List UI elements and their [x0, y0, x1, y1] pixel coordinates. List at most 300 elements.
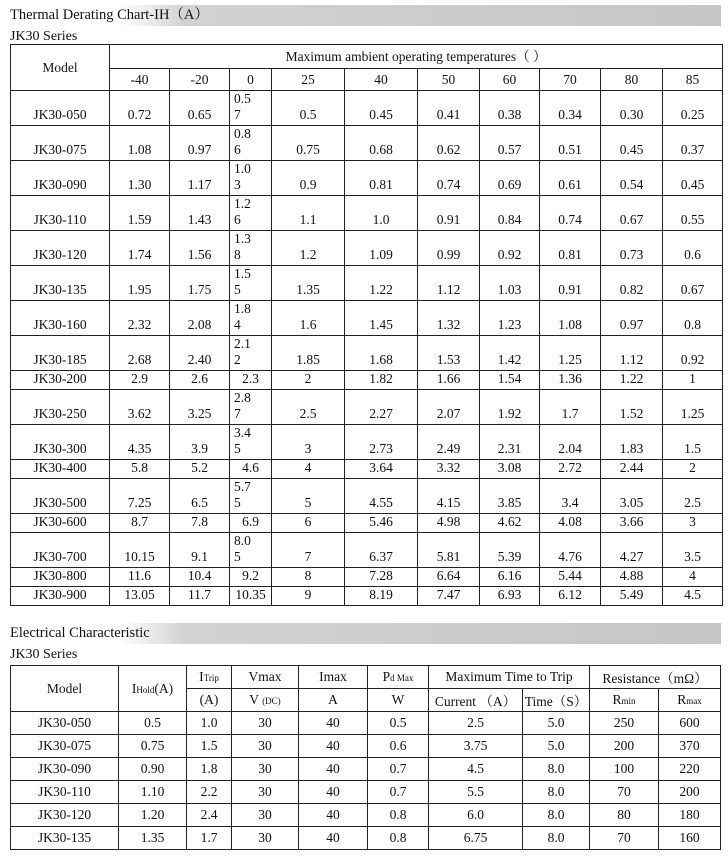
- table-row: [11, 533, 723, 568]
- value-cell: 1.5 5: [230, 266, 272, 301]
- value-cell: 2.2: [187, 781, 232, 804]
- value-cell: 5.8: [110, 460, 170, 479]
- el-current-header: Current （A）: [429, 689, 523, 712]
- thermal-series-label: JK30 Series: [10, 29, 78, 44]
- electrical-characteristic-table: [10, 665, 721, 850]
- value-cell: 1.0: [345, 196, 418, 231]
- value-cell: 0.82: [601, 266, 663, 301]
- model-cell: JK30-110: [11, 781, 119, 804]
- value-cell: 1.45: [345, 301, 418, 336]
- value-cell: 0.5: [368, 712, 429, 735]
- model-cell: JK30-090: [11, 161, 110, 196]
- value-cell: 2.49: [418, 425, 480, 460]
- value-cell: 0.8: [663, 301, 723, 336]
- value-cell: 200: [659, 781, 721, 804]
- model-cell: JK30-900: [11, 587, 110, 606]
- value-cell: 10.15: [110, 533, 170, 568]
- value-cell: 0.7: [368, 781, 429, 804]
- value-cell: 3.9: [170, 425, 230, 460]
- value-cell: 2.5: [272, 390, 345, 425]
- value-cell: 0.62: [418, 126, 480, 161]
- value-cell: 3.05: [601, 479, 663, 514]
- value-cell: 2.5: [663, 479, 723, 514]
- value-cell: 1.68: [345, 336, 418, 371]
- value-cell: 1.5: [187, 735, 232, 758]
- value-cell: 2.5: [429, 712, 523, 735]
- value-cell: 2.07: [418, 390, 480, 425]
- value-cell: 5.0: [523, 712, 590, 735]
- value-cell: 1.75: [170, 266, 230, 301]
- model-cell: JK30-300: [11, 425, 110, 460]
- model-cell: JK30-075: [11, 126, 110, 161]
- value-cell: 0.74: [540, 196, 601, 231]
- value-cell: 40: [299, 827, 368, 850]
- value-cell: 3.66: [601, 514, 663, 533]
- model-cell: JK30-135: [11, 827, 119, 850]
- value-cell: 4.5: [429, 758, 523, 781]
- table-row: [11, 231, 723, 266]
- table-row: [11, 758, 721, 781]
- value-cell: 1.43: [170, 196, 230, 231]
- value-cell: 2.44: [601, 460, 663, 479]
- value-cell: 3.62: [110, 390, 170, 425]
- table-row: [11, 827, 721, 850]
- value-cell: 0.55: [663, 196, 723, 231]
- value-cell: 3: [272, 425, 345, 460]
- value-cell: 2.6: [170, 371, 230, 390]
- el-resistance-group-header: Resistance（mΩ）: [590, 666, 721, 689]
- value-cell: 1.85: [272, 336, 345, 371]
- value-cell: 3.25: [170, 390, 230, 425]
- el-vmax-unit: V (DC): [232, 689, 299, 712]
- value-cell: 8.19: [345, 587, 418, 606]
- model-cell: JK30-090: [11, 758, 119, 781]
- value-cell: 1: [663, 371, 723, 390]
- model-cell: JK30-600: [11, 514, 110, 533]
- value-cell: 0.57: [480, 126, 540, 161]
- table-row: [11, 735, 721, 758]
- value-cell: 4.76: [540, 533, 601, 568]
- value-cell: 7.28: [345, 568, 418, 587]
- model-cell: JK30-135: [11, 266, 110, 301]
- value-cell: 1.12: [418, 266, 480, 301]
- value-cell: 7.25: [110, 479, 170, 514]
- value-cell: 6.12: [540, 587, 601, 606]
- value-cell: 4: [272, 460, 345, 479]
- value-cell: 0.41: [418, 91, 480, 126]
- value-cell: 4.27: [601, 533, 663, 568]
- value-cell: 1.54: [480, 371, 540, 390]
- value-cell: 8.0: [523, 758, 590, 781]
- value-cell: 1.82: [345, 371, 418, 390]
- value-cell: 3.85: [480, 479, 540, 514]
- value-cell: 3.64: [345, 460, 418, 479]
- value-cell: 4.5: [663, 587, 723, 606]
- value-cell: 30: [232, 781, 299, 804]
- value-cell: 8.0: [523, 781, 590, 804]
- value-cell: 1.08: [540, 301, 601, 336]
- value-cell: 1.1: [272, 196, 345, 231]
- value-cell: 370: [659, 735, 721, 758]
- value-cell: 6.5: [170, 479, 230, 514]
- value-cell: 6.37: [345, 533, 418, 568]
- value-cell: 1.10: [119, 781, 187, 804]
- value-cell: 1.56: [170, 231, 230, 266]
- value-cell: 1.20: [119, 804, 187, 827]
- value-cell: 30: [232, 712, 299, 735]
- table-row: [11, 568, 723, 587]
- value-cell: 1.53: [418, 336, 480, 371]
- value-cell: 3.08: [480, 460, 540, 479]
- value-cell: 0.34: [540, 91, 601, 126]
- value-cell: 0.7: [368, 758, 429, 781]
- value-cell: 3: [663, 514, 723, 533]
- el-trip-group-header: Maximum Time to Trip: [429, 666, 590, 689]
- value-cell: 0.81: [540, 231, 601, 266]
- model-cell: JK30-110: [11, 196, 110, 231]
- value-cell: 1.08: [110, 126, 170, 161]
- value-cell: 6.93: [480, 587, 540, 606]
- value-cell: 0.9: [272, 161, 345, 196]
- value-cell: 1.2 6: [230, 196, 272, 231]
- model-cell: JK30-700: [11, 533, 110, 568]
- table-row: [11, 712, 721, 735]
- value-cell: 1.30: [110, 161, 170, 196]
- value-cell: 0.38: [480, 91, 540, 126]
- value-cell: 0.45: [663, 161, 723, 196]
- value-cell: 9.1: [170, 533, 230, 568]
- value-cell: 1.59: [110, 196, 170, 231]
- model-cell: JK30-160: [11, 301, 110, 336]
- value-cell: 0.51: [540, 126, 601, 161]
- thermal-section-title: Thermal Derating Chart-IH（A）: [10, 7, 209, 23]
- temperature-header-cell: 60: [480, 69, 540, 91]
- value-cell: 1.92: [480, 390, 540, 425]
- table-row: [11, 91, 723, 126]
- value-cell: 8.7: [110, 514, 170, 533]
- value-cell: 11.7: [170, 587, 230, 606]
- value-cell: 70: [590, 781, 659, 804]
- model-cell: JK30-800: [11, 568, 110, 587]
- value-cell: 3.5: [663, 533, 723, 568]
- value-cell: 1.74: [110, 231, 170, 266]
- table-row: [11, 161, 723, 196]
- table-row: [11, 781, 721, 804]
- temperature-header-cell: 25: [272, 69, 345, 91]
- value-cell: 4.15: [418, 479, 480, 514]
- value-cell: 1.95: [110, 266, 170, 301]
- value-cell: 4.88: [601, 568, 663, 587]
- value-cell: 2.40: [170, 336, 230, 371]
- value-cell: 4.62: [480, 514, 540, 533]
- value-cell: 0.97: [170, 126, 230, 161]
- value-cell: 0.67: [663, 266, 723, 301]
- value-cell: 6.64: [418, 568, 480, 587]
- value-cell: 1.3 8: [230, 231, 272, 266]
- value-cell: 13.05: [110, 587, 170, 606]
- value-cell: 1.35: [119, 827, 187, 850]
- value-cell: 1.09: [345, 231, 418, 266]
- el-imax-header: Imax: [299, 666, 368, 689]
- temperature-header-cell: 70: [540, 69, 601, 91]
- value-cell: 200: [590, 735, 659, 758]
- value-cell: 70: [590, 827, 659, 850]
- el-rmin-header: Rmin: [590, 689, 659, 712]
- value-cell: 40: [299, 712, 368, 735]
- value-cell: 0.30: [601, 91, 663, 126]
- value-cell: 5.0: [523, 735, 590, 758]
- value-cell: 0.73: [601, 231, 663, 266]
- thermal-derating-table: [10, 44, 723, 606]
- table-row: [11, 514, 723, 533]
- value-cell: 30: [232, 735, 299, 758]
- value-cell: 0.68: [345, 126, 418, 161]
- value-cell: 1.23: [480, 301, 540, 336]
- el-vmax-header: Vmax: [232, 666, 299, 689]
- value-cell: 220: [659, 758, 721, 781]
- value-cell: 3.4 5: [230, 425, 272, 460]
- value-cell: 1.52: [601, 390, 663, 425]
- value-cell: 10.35: [230, 587, 272, 606]
- value-cell: 1.22: [345, 266, 418, 301]
- value-cell: 0.67: [601, 196, 663, 231]
- value-cell: 1.0 3: [230, 161, 272, 196]
- value-cell: 7.8: [170, 514, 230, 533]
- value-cell: 0.54: [601, 161, 663, 196]
- model-cell: JK30-200: [11, 371, 110, 390]
- model-cell: JK30-185: [11, 336, 110, 371]
- el-time-header: Time（S）: [523, 689, 590, 712]
- value-cell: 2.08: [170, 301, 230, 336]
- value-cell: 2: [272, 371, 345, 390]
- value-cell: 0.65: [170, 91, 230, 126]
- value-cell: 1.66: [418, 371, 480, 390]
- value-cell: 4.35: [110, 425, 170, 460]
- value-cell: 2.73: [345, 425, 418, 460]
- table-row: [11, 196, 723, 231]
- value-cell: 3.4: [540, 479, 601, 514]
- table-row: [11, 460, 723, 479]
- value-cell: 0.8: [368, 804, 429, 827]
- value-cell: 0.61: [540, 161, 601, 196]
- value-cell: 5.39: [480, 533, 540, 568]
- value-cell: 5.7 5: [230, 479, 272, 514]
- value-cell: 0.97: [601, 301, 663, 336]
- value-cell: 5.2: [170, 460, 230, 479]
- value-cell: 1.83: [601, 425, 663, 460]
- value-cell: 8.0: [523, 827, 590, 850]
- value-cell: 100: [590, 758, 659, 781]
- value-cell: 30: [232, 827, 299, 850]
- model-cell: JK30-050: [11, 91, 110, 126]
- value-cell: 4.55: [345, 479, 418, 514]
- value-cell: 1.17: [170, 161, 230, 196]
- value-cell: 5.81: [418, 533, 480, 568]
- el-ihold-header: IHold(A): [119, 666, 187, 712]
- value-cell: 2.31: [480, 425, 540, 460]
- value-cell: 1.8: [187, 758, 232, 781]
- value-cell: 1.6: [272, 301, 345, 336]
- value-cell: 1.7: [540, 390, 601, 425]
- value-cell: 0.72: [110, 91, 170, 126]
- temperature-header-cell: 50: [418, 69, 480, 91]
- value-cell: 1.12: [601, 336, 663, 371]
- value-cell: 0.37: [663, 126, 723, 161]
- el-model-header: Model: [11, 666, 119, 712]
- value-cell: 8: [272, 568, 345, 587]
- value-cell: 7: [272, 533, 345, 568]
- value-cell: 9.2: [230, 568, 272, 587]
- table-row: [11, 266, 723, 301]
- value-cell: 0.8: [368, 827, 429, 850]
- el-rmax-header: Rmax: [659, 689, 721, 712]
- value-cell: 10.4: [170, 568, 230, 587]
- value-cell: 0.5: [272, 91, 345, 126]
- value-cell: 160: [659, 827, 721, 850]
- model-cell: JK30-075: [11, 735, 119, 758]
- temperature-header-cell: -40: [110, 69, 170, 91]
- value-cell: 6: [272, 514, 345, 533]
- value-cell: 40: [299, 781, 368, 804]
- value-cell: 0.81: [345, 161, 418, 196]
- value-cell: 250: [590, 712, 659, 735]
- el-pd-unit: W: [368, 689, 429, 712]
- value-cell: 0.69: [480, 161, 540, 196]
- value-cell: 5: [272, 479, 345, 514]
- value-cell: 0.91: [540, 266, 601, 301]
- model-cell: JK30-250: [11, 390, 110, 425]
- value-cell: 1.8 4: [230, 301, 272, 336]
- el-pd-header: Pd Max: [368, 666, 429, 689]
- value-cell: 11.6: [110, 568, 170, 587]
- value-cell: 5.46: [345, 514, 418, 533]
- table-row: [11, 301, 723, 336]
- value-cell: 40: [299, 804, 368, 827]
- value-cell: 8.0 5: [230, 533, 272, 568]
- value-cell: 1.36: [540, 371, 601, 390]
- value-cell: 0.92: [663, 336, 723, 371]
- value-cell: 1.2: [272, 231, 345, 266]
- model-cell: JK30-500: [11, 479, 110, 514]
- value-cell: 180: [659, 804, 721, 827]
- value-cell: 2.27: [345, 390, 418, 425]
- value-cell: 1.5: [663, 425, 723, 460]
- value-cell: 2.1 2: [230, 336, 272, 371]
- value-cell: 2.4: [187, 804, 232, 827]
- temperature-header-cell: 0: [230, 69, 272, 91]
- value-cell: 0.75: [119, 735, 187, 758]
- el-imax-unit: A: [299, 689, 368, 712]
- table-row: [11, 126, 723, 161]
- table-row: [11, 425, 723, 460]
- value-cell: 2.9: [110, 371, 170, 390]
- table-row: [11, 371, 723, 390]
- value-cell: 4.6: [230, 460, 272, 479]
- value-cell: 2.72: [540, 460, 601, 479]
- value-cell: 5.44: [540, 568, 601, 587]
- value-cell: 600: [659, 712, 721, 735]
- value-cell: 1.35: [272, 266, 345, 301]
- model-cell: JK30-400: [11, 460, 110, 479]
- temperature-header-cell: 80: [601, 69, 663, 91]
- value-cell: 1.32: [418, 301, 480, 336]
- model-cell: JK30-120: [11, 804, 119, 827]
- table-row: [11, 479, 723, 514]
- value-cell: 4.98: [418, 514, 480, 533]
- value-cell: 1.03: [480, 266, 540, 301]
- value-cell: 40: [299, 758, 368, 781]
- value-cell: 6.16: [480, 568, 540, 587]
- temperature-group-header: Maximum ambient operating temperatures（ ）: [110, 45, 723, 69]
- value-cell: 7.47: [418, 587, 480, 606]
- value-cell: 0.45: [345, 91, 418, 126]
- value-cell: 6.9: [230, 514, 272, 533]
- value-cell: 40: [299, 735, 368, 758]
- value-cell: 8.0: [523, 804, 590, 827]
- value-cell: 1.22: [601, 371, 663, 390]
- temperature-header-cell: 85: [663, 69, 723, 91]
- value-cell: 0.99: [418, 231, 480, 266]
- value-cell: 0.45: [601, 126, 663, 161]
- value-cell: 0.6: [663, 231, 723, 266]
- value-cell: 2.04: [540, 425, 601, 460]
- value-cell: 3.32: [418, 460, 480, 479]
- value-cell: 0.25: [663, 91, 723, 126]
- model-cell: JK30-050: [11, 712, 119, 735]
- value-cell: 0.84: [480, 196, 540, 231]
- value-cell: 4.08: [540, 514, 601, 533]
- value-cell: 2.32: [110, 301, 170, 336]
- value-cell: 30: [232, 758, 299, 781]
- model-cell: JK30-120: [11, 231, 110, 266]
- value-cell: 0.6: [368, 735, 429, 758]
- electrical-section-title: Electrical Characteristic: [10, 625, 150, 641]
- table-row: [11, 804, 721, 827]
- value-cell: 4: [663, 568, 723, 587]
- value-cell: 30: [232, 804, 299, 827]
- value-cell: 6.0: [429, 804, 523, 827]
- value-cell: 1.42: [480, 336, 540, 371]
- value-cell: 2: [663, 460, 723, 479]
- model-column-header: Model: [11, 45, 110, 91]
- value-cell: 2.8 7: [230, 390, 272, 425]
- table-row: [11, 390, 723, 425]
- table-row: [11, 587, 723, 606]
- el-itrip-unit: (A): [187, 689, 232, 712]
- value-cell: 5.5: [429, 781, 523, 804]
- value-cell: 80: [590, 804, 659, 827]
- table-row: [11, 336, 723, 371]
- value-cell: 0.5: [119, 712, 187, 735]
- value-cell: 0.91: [418, 196, 480, 231]
- value-cell: 0.92: [480, 231, 540, 266]
- value-cell: 9: [272, 587, 345, 606]
- value-cell: 5.49: [601, 587, 663, 606]
- value-cell: 1.7: [187, 827, 232, 850]
- el-itrip-header: ITrip: [187, 666, 232, 689]
- value-cell: 1.0: [187, 712, 232, 735]
- temperature-header-cell: -20: [170, 69, 230, 91]
- value-cell: 0.8 6: [230, 126, 272, 161]
- value-cell: 1.25: [540, 336, 601, 371]
- value-cell: 6.75: [429, 827, 523, 850]
- value-cell: 3.75: [429, 735, 523, 758]
- value-cell: 1.25: [663, 390, 723, 425]
- value-cell: 0.90: [119, 758, 187, 781]
- value-cell: 2.68: [110, 336, 170, 371]
- temperature-header-cell: 40: [345, 69, 418, 91]
- value-cell: 0.74: [418, 161, 480, 196]
